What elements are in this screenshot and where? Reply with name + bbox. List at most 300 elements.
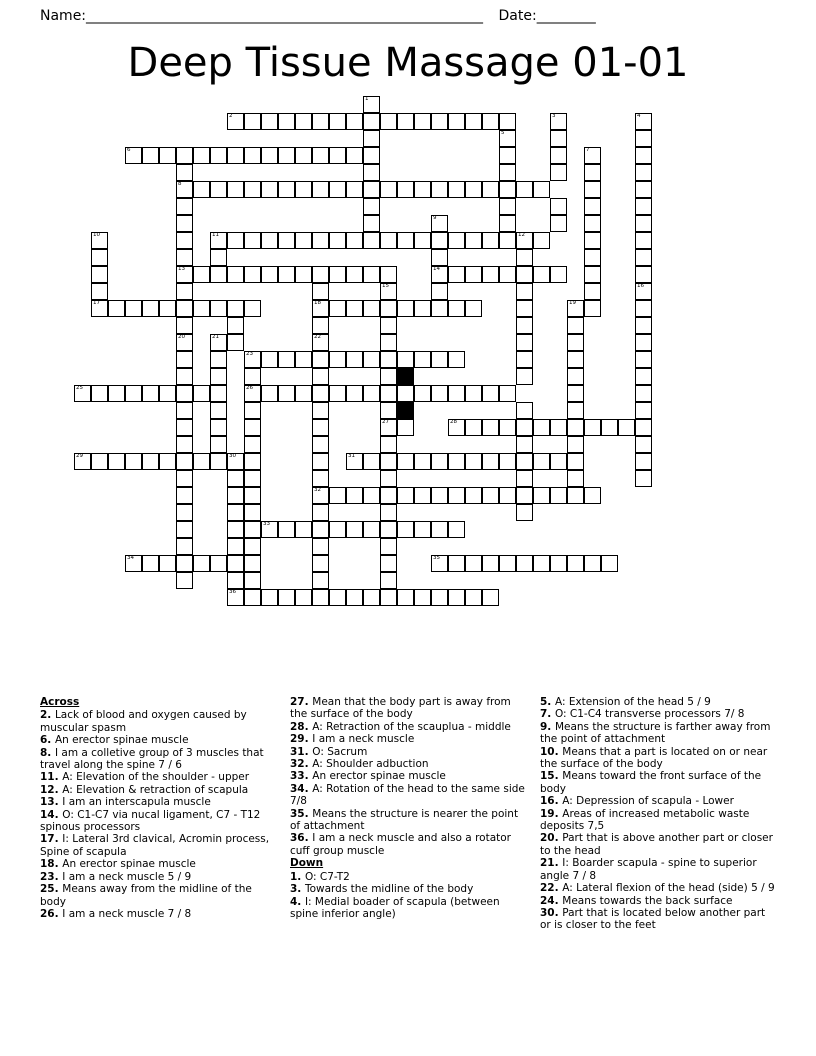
crossword-cell[interactable] (176, 351, 193, 368)
crossword-cell[interactable] (244, 470, 261, 487)
crossword-cell[interactable] (550, 113, 567, 130)
crossword-cell[interactable] (329, 351, 346, 368)
crossword-cell[interactable] (635, 113, 652, 130)
crossword-cell[interactable] (363, 521, 380, 538)
crossword-cell[interactable] (380, 300, 397, 317)
crossword-cell[interactable] (346, 300, 363, 317)
crossword-cell[interactable] (244, 589, 261, 606)
crossword-cell[interactable] (210, 266, 227, 283)
crossword-cell[interactable] (550, 555, 567, 572)
crossword-cell[interactable] (635, 385, 652, 402)
crossword-cell[interactable] (465, 589, 482, 606)
crossword-cell[interactable] (363, 385, 380, 402)
crossword-cell[interactable] (227, 181, 244, 198)
crossword-cell[interactable] (397, 453, 414, 470)
crossword-cell[interactable] (176, 300, 193, 317)
crossword-cell[interactable] (312, 181, 329, 198)
crossword-cell[interactable] (414, 385, 431, 402)
crossword-cell[interactable] (312, 232, 329, 249)
crossword-cell[interactable] (261, 113, 278, 130)
crossword-cell[interactable] (244, 351, 261, 368)
crossword-cell[interactable] (550, 215, 567, 232)
crossword-cell[interactable] (635, 232, 652, 249)
crossword-cell[interactable] (363, 266, 380, 283)
crossword-cell[interactable] (635, 147, 652, 164)
crossword-cell[interactable] (482, 419, 499, 436)
crossword-cell[interactable] (210, 368, 227, 385)
crossword-cell[interactable] (244, 487, 261, 504)
crossword-cell[interactable] (635, 470, 652, 487)
crossword-cell[interactable] (567, 487, 584, 504)
crossword-cell[interactable] (159, 147, 176, 164)
crossword-cell[interactable] (516, 283, 533, 300)
crossword-cell[interactable] (482, 453, 499, 470)
crossword-cell[interactable] (431, 113, 448, 130)
crossword-cell[interactable] (210, 147, 227, 164)
crossword-cell[interactable] (312, 589, 329, 606)
crossword-cell[interactable] (176, 453, 193, 470)
crossword-cell[interactable] (482, 266, 499, 283)
crossword-cell[interactable] (431, 300, 448, 317)
crossword-cell[interactable] (227, 300, 244, 317)
crossword-cell[interactable] (397, 351, 414, 368)
crossword-cell[interactable] (329, 181, 346, 198)
crossword-cell[interactable] (159, 555, 176, 572)
crossword-cell[interactable] (142, 453, 159, 470)
crossword-cell[interactable] (363, 351, 380, 368)
crossword-cell[interactable] (635, 402, 652, 419)
crossword-cell[interactable] (533, 181, 550, 198)
crossword-cell[interactable] (431, 487, 448, 504)
crossword-cell[interactable] (227, 555, 244, 572)
crossword-cell[interactable] (159, 300, 176, 317)
crossword-cell[interactable] (278, 521, 295, 538)
crossword-cell[interactable] (380, 385, 397, 402)
crossword-cell[interactable] (346, 147, 363, 164)
crossword-cell[interactable] (91, 283, 108, 300)
crossword-cell[interactable] (465, 453, 482, 470)
crossword-cell[interactable] (210, 419, 227, 436)
crossword-cell[interactable] (397, 300, 414, 317)
crossword-cell[interactable] (278, 113, 295, 130)
crossword-cell[interactable] (584, 198, 601, 215)
crossword-cell[interactable] (312, 266, 329, 283)
crossword-cell[interactable] (482, 487, 499, 504)
crossword-cell[interactable] (261, 232, 278, 249)
crossword-cell[interactable] (363, 487, 380, 504)
crossword-cell[interactable] (516, 504, 533, 521)
crossword-cell[interactable] (176, 198, 193, 215)
crossword-cell[interactable] (516, 555, 533, 572)
crossword-cell[interactable] (380, 368, 397, 385)
crossword-cell[interactable] (210, 555, 227, 572)
crossword-cell[interactable] (380, 572, 397, 589)
crossword-cell[interactable] (227, 538, 244, 555)
crossword-cell[interactable] (431, 453, 448, 470)
crossword-cell[interactable] (346, 113, 363, 130)
crossword-cell[interactable] (516, 249, 533, 266)
crossword-cell[interactable] (312, 283, 329, 300)
crossword-cell[interactable] (227, 232, 244, 249)
crossword-cell[interactable] (380, 538, 397, 555)
crossword-cell[interactable] (533, 419, 550, 436)
crossword-cell[interactable] (244, 521, 261, 538)
crossword-cell[interactable] (210, 385, 227, 402)
crossword-cell[interactable] (380, 436, 397, 453)
crossword-cell[interactable] (278, 351, 295, 368)
crossword-cell[interactable] (295, 589, 312, 606)
crossword-cell[interactable] (414, 487, 431, 504)
crossword-cell[interactable] (295, 266, 312, 283)
crossword-cell[interactable] (414, 453, 431, 470)
crossword-cell[interactable] (584, 147, 601, 164)
crossword-cell[interactable] (74, 453, 91, 470)
crossword-cell[interactable] (482, 385, 499, 402)
crossword-cell[interactable] (516, 402, 533, 419)
crossword-cell[interactable] (176, 215, 193, 232)
crossword-cell[interactable] (516, 368, 533, 385)
crossword-cell[interactable] (312, 419, 329, 436)
crossword-cell[interactable] (227, 266, 244, 283)
crossword-cell[interactable] (176, 147, 193, 164)
crossword-cell[interactable] (312, 555, 329, 572)
crossword-cell[interactable] (516, 436, 533, 453)
crossword-cell[interactable] (125, 385, 142, 402)
crossword-cell[interactable] (499, 215, 516, 232)
crossword-cell[interactable] (125, 555, 142, 572)
crossword-cell[interactable] (363, 96, 380, 113)
crossword-cell[interactable] (380, 334, 397, 351)
crossword-cell[interactable] (278, 147, 295, 164)
crossword-cell[interactable] (329, 147, 346, 164)
crossword-cell[interactable] (176, 521, 193, 538)
crossword-cell[interactable] (465, 232, 482, 249)
crossword-cell[interactable] (227, 453, 244, 470)
crossword-cell[interactable] (584, 300, 601, 317)
crossword-cell[interactable] (567, 436, 584, 453)
crossword-cell[interactable] (635, 164, 652, 181)
crossword-cell[interactable] (244, 113, 261, 130)
crossword-cell[interactable] (312, 487, 329, 504)
crossword-cell[interactable] (108, 300, 125, 317)
crossword-cell[interactable] (448, 589, 465, 606)
crossword-cell[interactable] (567, 351, 584, 368)
crossword-cell[interactable] (363, 181, 380, 198)
crossword-cell[interactable] (499, 130, 516, 147)
crossword-cell[interactable] (312, 385, 329, 402)
crossword-cell[interactable] (465, 113, 482, 130)
crossword-cell[interactable] (244, 385, 261, 402)
crossword-cell[interactable] (108, 385, 125, 402)
crossword-cell[interactable] (312, 113, 329, 130)
crossword-cell[interactable] (244, 147, 261, 164)
crossword-cell[interactable] (295, 181, 312, 198)
crossword-cell[interactable] (482, 232, 499, 249)
crossword-cell[interactable] (431, 249, 448, 266)
crossword-cell[interactable] (312, 300, 329, 317)
crossword-cell[interactable] (499, 385, 516, 402)
crossword-cell[interactable] (74, 385, 91, 402)
crossword-cell[interactable] (295, 113, 312, 130)
crossword-cell[interactable] (380, 232, 397, 249)
crossword-cell[interactable] (397, 232, 414, 249)
crossword-cell[interactable] (346, 521, 363, 538)
crossword-cell[interactable] (244, 436, 261, 453)
crossword-cell[interactable] (295, 385, 312, 402)
crossword-cell[interactable] (363, 453, 380, 470)
crossword-cell[interactable] (244, 572, 261, 589)
crossword-cell[interactable] (329, 385, 346, 402)
crossword-cell[interactable] (499, 164, 516, 181)
crossword-cell[interactable] (533, 266, 550, 283)
crossword-cell[interactable] (550, 130, 567, 147)
crossword-cell[interactable] (550, 198, 567, 215)
crossword-cell[interactable] (227, 572, 244, 589)
crossword-cell[interactable] (635, 436, 652, 453)
crossword-cell[interactable] (465, 300, 482, 317)
crossword-cell[interactable] (465, 181, 482, 198)
crossword-cell[interactable] (584, 249, 601, 266)
crossword-cell[interactable] (142, 147, 159, 164)
crossword-cell[interactable] (91, 453, 108, 470)
crossword-cell[interactable] (499, 147, 516, 164)
crossword-cell[interactable] (448, 232, 465, 249)
crossword-cell[interactable] (397, 419, 414, 436)
crossword-cell[interactable] (176, 504, 193, 521)
crossword-cell[interactable] (380, 589, 397, 606)
crossword-cell[interactable] (261, 589, 278, 606)
crossword-cell[interactable] (431, 215, 448, 232)
crossword-cell[interactable] (91, 266, 108, 283)
crossword-cell[interactable] (533, 453, 550, 470)
crossword-cell[interactable] (363, 130, 380, 147)
crossword-cell[interactable] (380, 317, 397, 334)
crossword-cell[interactable] (499, 266, 516, 283)
crossword-cell[interactable] (363, 215, 380, 232)
crossword-cell[interactable] (176, 181, 193, 198)
crossword-cell[interactable] (635, 334, 652, 351)
crossword-cell[interactable] (550, 453, 567, 470)
crossword-cell[interactable] (448, 113, 465, 130)
crossword-cell[interactable] (278, 266, 295, 283)
crossword-cell[interactable] (278, 589, 295, 606)
crossword-cell[interactable] (176, 334, 193, 351)
crossword-cell[interactable] (176, 419, 193, 436)
crossword-cell[interactable] (380, 419, 397, 436)
crossword-cell[interactable] (142, 555, 159, 572)
crossword-cell[interactable] (431, 283, 448, 300)
crossword-cell[interactable] (499, 555, 516, 572)
crossword-cell[interactable] (584, 555, 601, 572)
crossword-cell[interactable] (499, 181, 516, 198)
crossword-cell[interactable] (380, 504, 397, 521)
crossword-cell[interactable] (516, 232, 533, 249)
crossword-cell[interactable] (329, 300, 346, 317)
crossword-cell[interactable] (414, 181, 431, 198)
crossword-cell[interactable] (380, 402, 397, 419)
crossword-cell[interactable] (567, 555, 584, 572)
crossword-cell[interactable] (448, 266, 465, 283)
crossword-cell[interactable] (482, 181, 499, 198)
crossword-cell[interactable] (125, 147, 142, 164)
crossword-cell[interactable] (176, 487, 193, 504)
crossword-cell[interactable] (312, 470, 329, 487)
crossword-cell[interactable] (635, 368, 652, 385)
crossword-cell[interactable] (244, 555, 261, 572)
crossword-cell[interactable] (329, 113, 346, 130)
crossword-cell[interactable] (176, 555, 193, 572)
crossword-cell[interactable] (516, 300, 533, 317)
crossword-cell[interactable] (448, 385, 465, 402)
crossword-cell[interactable] (448, 555, 465, 572)
crossword-cell[interactable] (380, 283, 397, 300)
crossword-cell[interactable] (397, 487, 414, 504)
crossword-cell[interactable] (142, 300, 159, 317)
crossword-cell[interactable] (261, 181, 278, 198)
crossword-cell[interactable] (244, 266, 261, 283)
crossword-cell[interactable] (448, 487, 465, 504)
crossword-cell[interactable] (567, 419, 584, 436)
crossword-cell[interactable] (397, 589, 414, 606)
crossword-cell[interactable] (278, 232, 295, 249)
crossword-cell[interactable] (244, 181, 261, 198)
crossword-cell[interactable] (261, 385, 278, 402)
crossword-cell[interactable] (91, 385, 108, 402)
crossword-cell[interactable] (244, 419, 261, 436)
crossword-cell[interactable] (244, 538, 261, 555)
crossword-cell[interactable] (550, 164, 567, 181)
crossword-cell[interactable] (550, 419, 567, 436)
crossword-cell[interactable] (227, 470, 244, 487)
crossword-cell[interactable] (550, 487, 567, 504)
crossword-cell[interactable] (448, 453, 465, 470)
crossword-cell[interactable] (346, 181, 363, 198)
crossword-cell[interactable] (431, 351, 448, 368)
crossword-cell[interactable] (567, 300, 584, 317)
crossword-cell[interactable] (635, 283, 652, 300)
crossword-cell[interactable] (244, 368, 261, 385)
crossword-cell[interactable] (516, 317, 533, 334)
crossword-cell[interactable] (567, 368, 584, 385)
crossword-cell[interactable] (465, 385, 482, 402)
crossword-cell[interactable] (91, 300, 108, 317)
crossword-cell[interactable] (516, 470, 533, 487)
crossword-cell[interactable] (346, 385, 363, 402)
crossword-cell[interactable] (363, 164, 380, 181)
crossword-cell[interactable] (414, 232, 431, 249)
crossword-cell[interactable] (516, 266, 533, 283)
crossword-cell[interactable] (431, 589, 448, 606)
crossword-cell[interactable] (448, 521, 465, 538)
crossword-cell[interactable] (108, 453, 125, 470)
crossword-cell[interactable] (635, 215, 652, 232)
crossword-cell[interactable] (363, 232, 380, 249)
crossword-cell[interactable] (363, 113, 380, 130)
crossword-cell[interactable] (431, 266, 448, 283)
crossword-cell[interactable] (499, 232, 516, 249)
crossword-cell[interactable] (567, 334, 584, 351)
crossword-cell[interactable] (448, 300, 465, 317)
crossword-cell[interactable] (363, 589, 380, 606)
crossword-cell[interactable] (346, 232, 363, 249)
crossword-cell[interactable] (193, 300, 210, 317)
crossword-cell[interactable] (244, 300, 261, 317)
crossword-cell[interactable] (635, 266, 652, 283)
crossword-cell[interactable] (414, 521, 431, 538)
crossword-cell[interactable] (584, 215, 601, 232)
crossword-cell[interactable] (448, 351, 465, 368)
crossword-cell[interactable] (278, 385, 295, 402)
crossword-cell[interactable] (550, 266, 567, 283)
crossword-cell[interactable] (312, 436, 329, 453)
crossword-cell[interactable] (465, 266, 482, 283)
crossword-cell[interactable] (567, 317, 584, 334)
crossword-cell[interactable] (499, 198, 516, 215)
crossword-cell[interactable] (448, 181, 465, 198)
crossword-cell[interactable] (499, 113, 516, 130)
crossword-cell[interactable] (210, 232, 227, 249)
crossword-cell[interactable] (516, 487, 533, 504)
crossword-cell[interactable] (295, 351, 312, 368)
crossword-cell[interactable] (227, 147, 244, 164)
crossword-cell[interactable] (210, 249, 227, 266)
crossword-cell[interactable] (482, 589, 499, 606)
crossword-cell[interactable] (312, 351, 329, 368)
crossword-cell[interactable] (516, 419, 533, 436)
crossword-cell[interactable] (227, 487, 244, 504)
crossword-cell[interactable] (380, 555, 397, 572)
crossword-cell[interactable] (176, 232, 193, 249)
crossword-cell[interactable] (567, 385, 584, 402)
crossword-cell[interactable] (244, 402, 261, 419)
crossword-cell[interactable] (363, 147, 380, 164)
crossword-cell[interactable] (346, 453, 363, 470)
crossword-cell[interactable] (210, 402, 227, 419)
crossword-cell[interactable] (397, 521, 414, 538)
crossword-cell[interactable] (261, 266, 278, 283)
crossword-cell[interactable] (448, 419, 465, 436)
crossword-cell[interactable] (295, 147, 312, 164)
crossword-cell[interactable] (261, 351, 278, 368)
crossword-cell[interactable] (363, 198, 380, 215)
crossword-cell[interactable] (227, 504, 244, 521)
crossword-cell[interactable] (601, 555, 618, 572)
crossword-cell[interactable] (159, 385, 176, 402)
crossword-cell[interactable] (176, 368, 193, 385)
crossword-cell[interactable] (380, 113, 397, 130)
crossword-cell[interactable] (635, 198, 652, 215)
crossword-cell[interactable] (176, 470, 193, 487)
crossword-cell[interactable] (176, 317, 193, 334)
crossword-cell[interactable] (465, 555, 482, 572)
crossword-cell[interactable] (414, 589, 431, 606)
crossword-cell[interactable] (329, 589, 346, 606)
crossword-cell[interactable] (329, 487, 346, 504)
crossword-cell[interactable] (346, 487, 363, 504)
crossword-cell[interactable] (584, 419, 601, 436)
crossword-cell[interactable] (584, 164, 601, 181)
crossword-cell[interactable] (380, 470, 397, 487)
crossword-cell[interactable] (397, 385, 414, 402)
crossword-cell[interactable] (380, 487, 397, 504)
crossword-cell[interactable] (516, 181, 533, 198)
crossword-cell[interactable] (312, 147, 329, 164)
crossword-cell[interactable] (431, 555, 448, 572)
crossword-cell[interactable] (533, 487, 550, 504)
crossword-cell[interactable] (312, 572, 329, 589)
crossword-cell[interactable] (635, 249, 652, 266)
crossword-cell[interactable] (499, 419, 516, 436)
